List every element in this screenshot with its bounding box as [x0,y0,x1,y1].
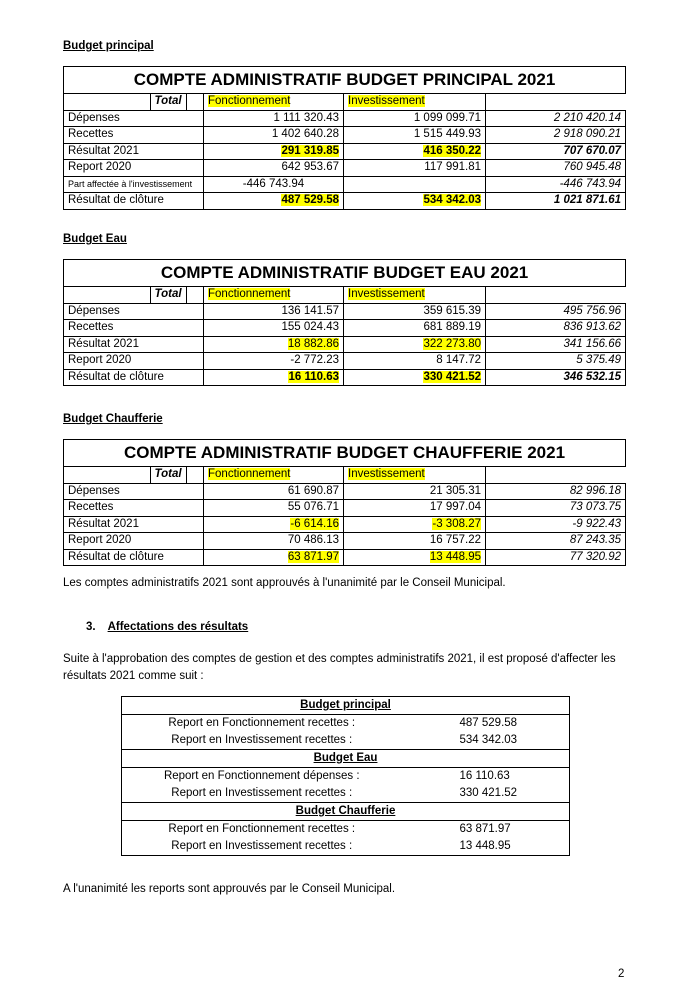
header-total: Total [150,467,187,483]
cell-fonctionnement: 155 024.43 [204,320,344,337]
group-heading: Budget Chaufferie [122,803,570,821]
cell-fonctionnement: -2 772.23 [204,353,344,370]
row-label: Résultat 2021 [64,516,204,533]
section-heading-eau: Budget Eau [63,233,127,245]
table-row [64,160,626,177]
cell-fonctionnement: 1 402 640.28 [204,127,344,144]
table-row [64,176,626,193]
cell-investissement: 13 448.95 [344,549,486,566]
cell-total: 5 375.49 [486,353,626,370]
affectation-label: Report en Fonctionnement recettes : [122,715,402,733]
section-3-intro: Suite à l'approbation des comptes de gestion et des comptes administratifs 2021, il est proposé d'affecter les résultats 2021 comme suit : [63,653,616,682]
row-label: Report 2020 [64,160,204,177]
cell-investissement: 21 305.31 [344,483,486,500]
cell-total: 707 670.07 [486,143,626,160]
cell-total: -446 743.94 [486,176,626,193]
cell-investissement: -3 308.27 [344,516,486,533]
table-row [64,303,626,320]
cell-total: 77 320.92 [486,549,626,566]
cell-total: 1 021 871.61 [486,193,626,210]
cell-fonctionnement: 61 690.87 [204,483,344,500]
table-row [64,320,626,337]
closing-text: A l'unanimité les reports sont approuvés par le Conseil Municipal. [63,883,396,895]
cell-investissement: 8 147.72 [344,353,486,370]
table-row [64,516,626,533]
affectation-value: 534 342.03 [402,732,570,750]
cell-fonctionnement: 642 953.67 [204,160,344,177]
table-row [64,533,626,550]
affectation-label: Report en Investissement recettes : [122,732,402,750]
table-row [64,127,626,144]
cell-fonctionnement: 18 882.86 [204,336,344,353]
cell-fonctionnement: -6 614.16 [204,516,344,533]
cell-fonctionnement: 291 319.85 [204,143,344,160]
cell-investissement: 17 997.04 [344,500,486,517]
row-label: Résultat de clôture [64,193,204,210]
cell-investissement: 117 991.81 [344,160,486,177]
table-row [64,549,626,566]
cell-total: 836 913.62 [486,320,626,337]
cell-total: 346 532.15 [486,369,626,386]
cell-fonctionnement: 487 529.58 [204,193,344,210]
row-label: Dépenses [64,303,204,320]
cell-fonctionnement: 70 486.13 [204,533,344,550]
cell-fonctionnement: 1 111 320.43 [204,110,344,127]
row-label: Résultat de clôture [64,369,204,386]
cell-fonctionnement: 63 871.97 [204,549,344,566]
table-row [64,500,626,517]
affectation-label: Report en Investissement recettes : [122,785,402,803]
row-label: Recettes [64,500,204,517]
cell-total: 82 996.18 [486,483,626,500]
cell-total: 341 156.66 [486,336,626,353]
cell-investissement [344,176,486,193]
table-row [64,369,626,386]
cell-total: 73 073.75 [486,500,626,517]
cell-investissement: 416 350.22 [344,143,486,160]
cell-investissement: 330 421.52 [344,369,486,386]
row-label: Dépenses [64,483,204,500]
row-label: Résultat 2021 [64,143,204,160]
header-total: Total [150,287,187,303]
header-total: Total [150,94,187,110]
row-label: Part affectée à l'investissement [64,176,204,193]
table-row [64,110,626,127]
cell-investissement: 359 615.39 [344,303,486,320]
row-label: Résultat de clôture [64,549,204,566]
table-row [64,143,626,160]
table-row [64,193,626,210]
cell-investissement: 1 515 449.93 [344,127,486,144]
approval-text: Les comptes administratifs 2021 sont approuvés à l'unanimité par le Conseil Municipal. [63,577,506,589]
affectation-value: 330 421.52 [402,785,570,803]
affectation-value: 487 529.58 [402,715,570,733]
header-investissement: Investissement [344,467,486,484]
table-budget-eau [63,259,626,386]
header-fonctionnement: Fonctionnement [204,287,344,304]
cell-total: 760 945.48 [486,160,626,177]
section-3-title: Affectations des résultats [107,621,249,633]
section-heading-chaufferie: Budget Chaufferie [63,413,163,425]
cell-fonctionnement: 16 110.63 [204,369,344,386]
affectation-label: Report en Investissement recettes : [122,838,402,856]
header-investissement: Investissement [344,94,486,111]
section-heading-principal: Budget principal [63,40,154,52]
cell-fonctionnement: 55 076.71 [204,500,344,517]
header-fonctionnement: Fonctionnement [204,467,344,484]
cell-total: -9 922.43 [486,516,626,533]
header-fonctionnement: Fonctionnement [204,94,344,111]
group-heading: Budget principal [122,697,570,715]
cell-total: 87 243.35 [486,533,626,550]
cell-investissement: 322 273.80 [344,336,486,353]
cell-investissement: 16 757.22 [344,533,486,550]
section-3-heading [86,621,248,633]
table-affectations [121,696,570,856]
row-label: Report 2020 [64,533,204,550]
header-investissement: Investissement [344,287,486,304]
affectation-value: 63 871.97 [402,821,570,839]
affectation-value: 16 110.63 [402,768,570,786]
section-3-number: 3. [86,621,96,633]
table-title: COMPTE ADMINISTRATIF BUDGET PRINCIPAL 2021 [64,67,626,94]
cell-fonctionnement: 136 141.57 [204,303,344,320]
cell-total: 2 210 420.14 [486,110,626,127]
affectation-label: Report en Fonctionnement dépenses : [122,768,402,786]
table-row [64,336,626,353]
row-label: Résultat 2021 [64,336,204,353]
cell-total: 2 918 090.21 [486,127,626,144]
row-label: Dépenses [64,110,204,127]
table-row [64,483,626,500]
cell-fonctionnement: -446 743.94 [204,176,344,193]
row-label: Report 2020 [64,353,204,370]
cell-total: 495 756.96 [486,303,626,320]
table-title: COMPTE ADMINISTRATIF BUDGET EAU 2021 [64,260,626,287]
affectation-label: Report en Fonctionnement recettes : [122,821,402,839]
row-label: Recettes [64,320,204,337]
table-row [64,353,626,370]
table-budget-chaufferie [63,439,626,566]
cell-investissement: 681 889.19 [344,320,486,337]
row-label: Recettes [64,127,204,144]
group-heading: Budget Eau [122,750,570,768]
cell-investissement: 534 342.03 [344,193,486,210]
page-number: 2 [618,968,625,980]
cell-investissement: 1 099 099.71 [344,110,486,127]
affectation-value: 13 448.95 [402,838,570,856]
table-title: COMPTE ADMINISTRATIF BUDGET CHAUFFERIE 2021 [64,440,626,467]
table-budget-principal [63,66,626,210]
